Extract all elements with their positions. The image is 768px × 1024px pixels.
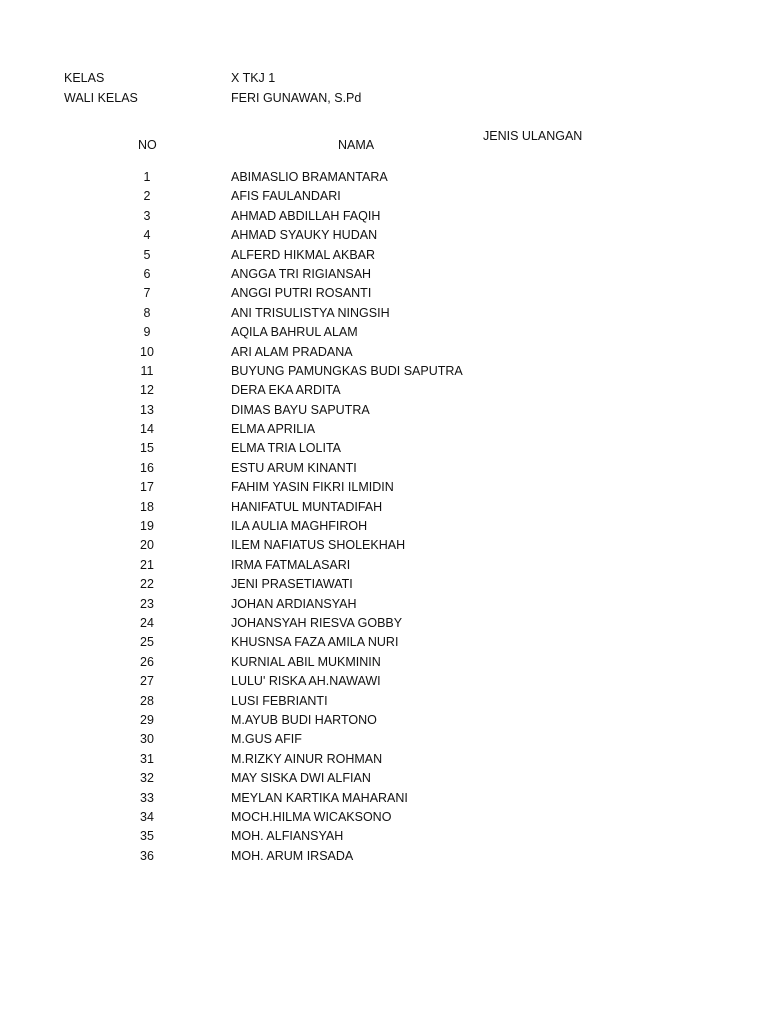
row-number: 34	[140, 809, 154, 824]
row-number: 8	[143, 305, 151, 320]
table-row	[0, 226, 768, 245]
row-number: 24	[140, 615, 154, 630]
student-name: M.RIZKY AINUR ROHMAN	[231, 751, 383, 766]
table-row	[0, 168, 768, 187]
column-header-jenis-ulangan: JENIS ULANGAN	[483, 129, 583, 143]
row-number: 9	[143, 325, 151, 340]
student-name: AHMAD ABDILLAH FAQIH	[231, 208, 381, 223]
wali-kelas-label: WALI KELAS	[64, 91, 138, 105]
table-row	[0, 614, 768, 633]
student-name: FAHIM YASIN FIKRI ILMIDIN	[231, 480, 394, 495]
table-row	[0, 420, 768, 439]
student-name: KHUSNSA FAZA AMILA NURI	[231, 635, 399, 650]
row-number: 32	[140, 771, 154, 786]
table-row	[0, 207, 768, 226]
table-row	[0, 362, 768, 381]
column-header-no: NO	[138, 138, 157, 152]
table-row	[0, 808, 768, 827]
table-row	[0, 381, 768, 400]
table-row	[0, 459, 768, 478]
row-number: 14	[140, 422, 154, 437]
row-number: 28	[140, 693, 154, 708]
row-number: 22	[140, 577, 154, 592]
table-row	[0, 595, 768, 614]
kelas-value: X TKJ 1	[231, 71, 276, 85]
row-number: 17	[140, 480, 154, 495]
row-number: 26	[140, 654, 154, 669]
table-row	[0, 439, 768, 458]
student-name: DERA EKA ARDITA	[231, 383, 341, 398]
table-row	[0, 401, 768, 420]
table-row	[0, 498, 768, 517]
row-number: 19	[140, 519, 154, 534]
table-row	[0, 847, 768, 866]
row-number: 18	[140, 499, 154, 514]
row-number: 12	[140, 383, 154, 398]
student-name: M.AYUB BUDI HARTONO	[231, 712, 377, 727]
student-name: AHMAD SYAUKY HUDAN	[231, 228, 378, 243]
student-name: MOH. ARUM IRSADA	[231, 848, 354, 863]
row-number: 31	[140, 751, 154, 766]
row-number: 25	[140, 635, 154, 650]
student-name: MAY SISKA DWI ALFIAN	[231, 771, 371, 786]
student-name: JOHANSYAH RIESVA GOBBY	[231, 615, 403, 630]
row-number: 35	[140, 829, 154, 844]
table-row	[0, 769, 768, 788]
student-name: DIMAS BAYU SAPUTRA	[231, 402, 370, 417]
table-row	[0, 246, 768, 265]
table-row	[0, 633, 768, 652]
student-name: JENI PRASETIAWATI	[231, 577, 353, 592]
row-number: 5	[143, 247, 151, 262]
row-number: 33	[140, 790, 154, 805]
row-number: 1	[143, 170, 151, 184]
kelas-label: KELAS	[64, 71, 105, 85]
student-name: ANGGA TRI RIGIANSAH	[231, 266, 372, 281]
row-number: 3	[143, 208, 151, 223]
table-row	[0, 517, 768, 536]
student-name: ILEM NAFIATUS SHOLEKHAH	[231, 538, 406, 553]
row-number: 23	[140, 596, 154, 611]
student-name: LUSI FEBRIANTI	[231, 693, 328, 708]
student-name: HANIFATUL MUNTADIFAH	[231, 499, 383, 514]
student-name: ESTU ARUM KINANTI	[231, 460, 357, 475]
row-number: 21	[140, 557, 154, 572]
student-name: AQILA BAHRUL ALAM	[231, 325, 358, 340]
table-row	[0, 265, 768, 284]
row-number: 10	[140, 344, 154, 359]
student-name: MOH. ALFIANSYAH	[231, 829, 344, 844]
row-number: 7	[143, 286, 151, 301]
student-name: AFIS FAULANDARI	[231, 189, 341, 204]
table-row	[0, 730, 768, 749]
table-row	[0, 478, 768, 497]
student-name: ILA AULIA MAGHFIROH	[231, 519, 368, 534]
table-row	[0, 575, 768, 594]
row-number: 27	[140, 674, 154, 689]
table-row	[0, 556, 768, 575]
table-row	[0, 536, 768, 555]
student-name: IRMA FATMALASARI	[231, 557, 351, 572]
table-row	[0, 323, 768, 342]
table-row	[0, 284, 768, 303]
student-name: ELMA APRILIA	[231, 422, 316, 437]
table-row	[0, 827, 768, 846]
row-number: 6	[143, 266, 151, 281]
row-number: 11	[140, 363, 154, 378]
table-row	[0, 653, 768, 672]
row-number: 20	[140, 538, 154, 553]
student-name: ELMA TRIA LOLITA	[231, 441, 341, 456]
student-name: ABIMASLIO BRAMANTARA	[231, 170, 388, 184]
student-name: KURNIAL ABIL MUKMININ	[231, 654, 381, 669]
table-row	[0, 187, 768, 206]
table-row	[0, 672, 768, 691]
student-name: ANGGI PUTRI ROSANTI	[231, 286, 372, 301]
row-number: 4	[143, 228, 151, 243]
student-name: MOCH.HILMA WICAKSONO	[231, 809, 392, 824]
student-name: JOHAN ARDIANSYAH	[231, 596, 357, 611]
row-number: 30	[140, 732, 154, 747]
table-row	[0, 750, 768, 769]
row-number: 13	[140, 402, 154, 417]
row-number: 29	[140, 712, 154, 727]
student-name: MEYLAN KARTIKA MAHARANI	[231, 790, 408, 805]
table-row	[0, 343, 768, 362]
student-name: ALFERD HIKMAL AKBAR	[231, 247, 376, 262]
student-name: M.GUS AFIF	[231, 732, 302, 747]
table-row	[0, 711, 768, 730]
student-name: ARI ALAM PRADANA	[231, 344, 353, 359]
column-header-nama: NAMA	[338, 138, 375, 152]
table-row	[0, 692, 768, 711]
wali-kelas-value: FERI GUNAWAN, S.Pd	[231, 91, 362, 105]
student-name: ANI TRISULISTYA NINGSIH	[231, 305, 390, 320]
student-list	[0, 168, 768, 866]
table-row	[0, 304, 768, 323]
row-number: 15	[140, 441, 154, 456]
student-name: BUYUNG PAMUNGKAS BUDI SAPUTRA	[231, 363, 463, 378]
row-number: 36	[140, 848, 154, 863]
student-name: LULU' RISKA AH.NAWAWI	[231, 674, 381, 689]
table-row	[0, 789, 768, 808]
row-number: 16	[140, 460, 154, 475]
row-number: 2	[143, 189, 151, 204]
